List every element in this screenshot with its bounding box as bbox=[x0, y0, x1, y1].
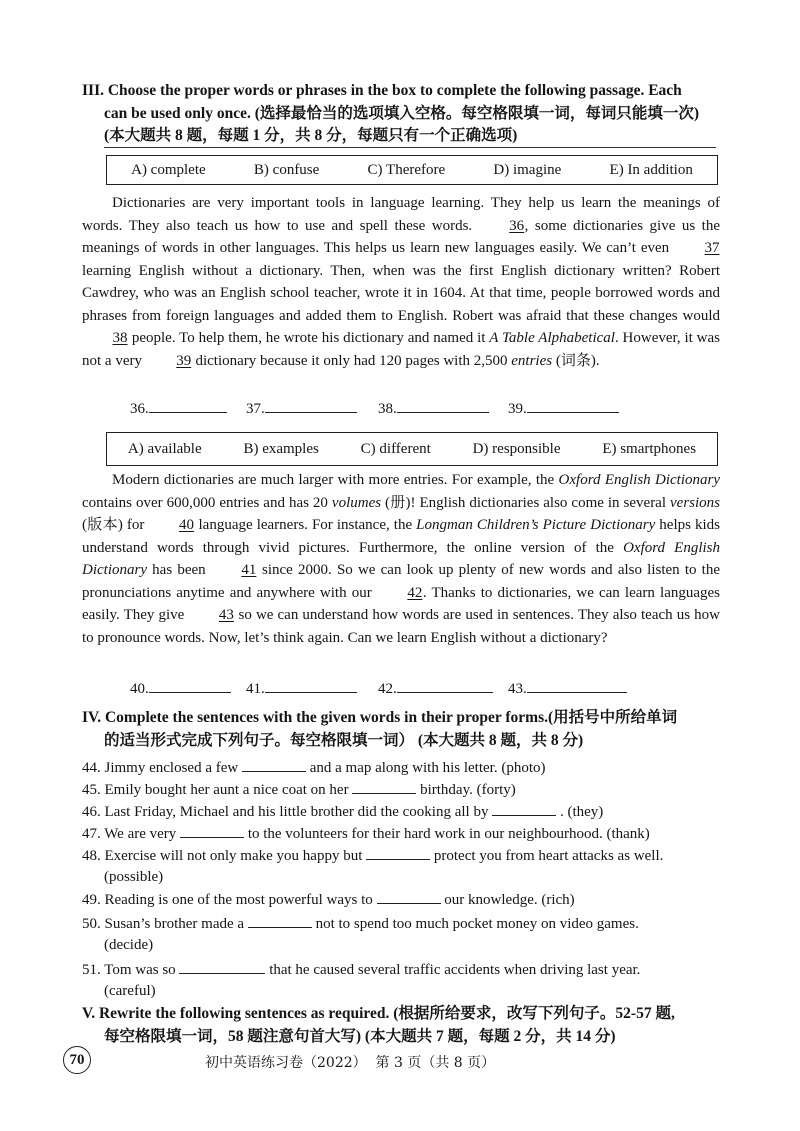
answer-blank-49[interactable] bbox=[377, 888, 441, 904]
passage-text: so we can understand how words are used in sentences. They also teach us how to pronounce words. Now, let’s think again. Can we learn English without a dictionary? bbox=[82, 607, 720, 646]
answer-blank-47[interactable] bbox=[180, 822, 244, 838]
word-box-1-option: D) imagine bbox=[493, 161, 562, 178]
book-title: Oxford English Dictionary bbox=[558, 472, 720, 488]
question-49 bbox=[82, 888, 722, 912]
passage-text: (词条). bbox=[552, 352, 600, 369]
question-hint: (careful) bbox=[104, 983, 156, 999]
question-text: 49. Reading is one of the most powerful ways to bbox=[82, 892, 377, 908]
answer-blank-46[interactable] bbox=[492, 800, 556, 816]
passage-text: dictionary because it only had 120 pages with 2,500 bbox=[191, 352, 512, 369]
passage-paragraph-2 bbox=[82, 469, 720, 649]
italic-term: versions bbox=[670, 494, 720, 511]
answer-label-37: 37. bbox=[246, 401, 265, 417]
book-title: Longman Children’s Picture Dictionary bbox=[416, 517, 656, 533]
answer-label-40: 40. bbox=[130, 681, 149, 697]
question-51-hint bbox=[82, 980, 722, 1002]
passage-text: , some dictionaries give us the meanings of words in other languages. This helps us learn new languages easily. We can’t even bbox=[82, 217, 720, 256]
passage-text: (版本) for bbox=[82, 517, 149, 533]
blank-40: 40 bbox=[178, 517, 194, 533]
answer-blank-51[interactable] bbox=[179, 958, 265, 974]
answer-blank-38[interactable] bbox=[397, 397, 489, 413]
answer-blank-50[interactable] bbox=[248, 912, 312, 928]
question-text: 45. Emily bought her aunt a nice coat on her bbox=[82, 782, 353, 798]
question-text: 51. Tom was so bbox=[82, 962, 180, 978]
passage-text: Modern dictionaries are much larger with more entries. For example, the bbox=[112, 472, 559, 488]
answer-label-43: 43. bbox=[508, 681, 527, 697]
question-text: 46. Last Friday, Michael and his little brother did the cooking all by bbox=[82, 804, 493, 820]
italic-term: entries bbox=[511, 352, 553, 369]
book-title: Oxford English Dictionary bbox=[82, 539, 720, 578]
word-box-2-option: E) smartphones bbox=[602, 440, 697, 457]
italic-term: volumes bbox=[331, 494, 382, 511]
passage-text: contains over 600,000 entries and has 20 bbox=[82, 494, 332, 511]
question-44 bbox=[82, 756, 722, 778]
passage-text: people. To help them, he wrote his dictionary and named it bbox=[128, 330, 490, 346]
answer-row-1 bbox=[130, 397, 638, 421]
answer-blank-41[interactable] bbox=[265, 677, 357, 693]
blank-42: 42 bbox=[407, 584, 423, 601]
blank-41: 41 bbox=[241, 562, 257, 578]
answer-label-39: 39. bbox=[508, 401, 527, 417]
blank-37: 37 bbox=[704, 240, 720, 256]
question-50-hint bbox=[82, 934, 722, 958]
answer-blank-42[interactable] bbox=[397, 677, 493, 693]
question-48 bbox=[82, 844, 722, 866]
section4-heading bbox=[82, 707, 732, 752]
section5-heading-line2: 每空格限填一词，58 题注意句首大写) (本大题共 7 题，每题 2 分，共 14 分) bbox=[104, 1027, 616, 1045]
question-text: . (they) bbox=[556, 804, 604, 820]
passage-text: Dictionaries are very important tools in language learning. They help us learn the meanings of words. They also teach us how to use and spell these words. bbox=[82, 195, 720, 234]
question-45 bbox=[82, 778, 722, 800]
blank-36: 36 bbox=[509, 217, 525, 234]
question-46 bbox=[82, 800, 722, 822]
page-footer: 初中英语练习卷（2022） 第 3 页（共 8 页） bbox=[205, 1055, 496, 1071]
section4-heading-line2: 的适当形式完成下列句子。每空格限填一词） (本大题共 8 题，共 8 分) bbox=[104, 731, 584, 749]
answer-label-41: 41. bbox=[246, 681, 265, 697]
blank-43: 43 bbox=[218, 607, 234, 623]
passage-text: . However, it was not a very bbox=[82, 330, 721, 369]
passage-text: helps kids understand words through vivid pictures. Furthermore, the online version of the bbox=[82, 517, 721, 556]
word-box-2-option: B) examples bbox=[243, 440, 319, 457]
section3-heading-line3: (本大题共 8 题，每题 1 分，共 8 分，每题只有一个正确选项) bbox=[104, 127, 518, 144]
question-text: and a map along with his letter. (photo) bbox=[305, 760, 546, 776]
section4-heading-line1: IV. Complete the sentences with the given words in their proper forms.(用括号中所给单词 bbox=[82, 709, 678, 726]
blank-39: 39 bbox=[176, 352, 192, 369]
section5-heading bbox=[82, 1003, 732, 1048]
answer-blank-43[interactable] bbox=[527, 677, 627, 693]
section4-questions bbox=[82, 756, 722, 1002]
question-51 bbox=[82, 958, 722, 980]
section3-heading-line2: can be used only once. (选择最恰当的选项填入空格。每空格限填一词，每词只能填一次) bbox=[104, 104, 700, 122]
passage-text: (册)! English dictionaries also come in several bbox=[381, 494, 670, 511]
passage-text: . Thanks to dictionaries, we can learn languages easily. They give bbox=[82, 584, 721, 623]
question-text: not to spend too much pocket money on video games. bbox=[311, 916, 639, 932]
word-box-1-option: B) confuse bbox=[253, 161, 320, 178]
passage-text: since 2000. So we can look up plenty of new words and also listen to the pronunciations anytime and anywhere with our bbox=[82, 562, 720, 601]
page-badge-number: 70 bbox=[69, 1051, 85, 1068]
word-box-2 bbox=[106, 432, 718, 466]
word-box-1-option: A) complete bbox=[131, 161, 206, 178]
passage-text: learning English without a dictionary. Then, when was the first English dictionary written? Robert Cawdrey, who was an English school teacher, wrote it in 1604. At that time, people borrowed words and phrases from foreign languages and added them to English. Robert was afraid that these changes would bbox=[82, 262, 720, 324]
passage-text: has been bbox=[147, 562, 211, 578]
question-text: 50. Susan’s brother made a bbox=[82, 916, 248, 932]
answer-blank-44[interactable] bbox=[242, 756, 306, 772]
question-text: our knowledge. (rich) bbox=[440, 892, 575, 908]
word-box-1-option: C) Therefore bbox=[367, 161, 446, 178]
passage-paragraph-1 bbox=[82, 192, 720, 372]
question-50 bbox=[82, 912, 722, 934]
blank-38: 38 bbox=[112, 330, 128, 346]
answer-blank-40[interactable] bbox=[149, 677, 231, 693]
word-box-2-option: A) available bbox=[127, 440, 202, 457]
word-box-2-option: C) different bbox=[360, 440, 431, 457]
question-48-hint bbox=[82, 866, 722, 888]
word-box-1 bbox=[106, 155, 718, 185]
answer-label-38: 38. bbox=[378, 401, 397, 417]
question-text: that he caused several traffic accidents when driving last year. bbox=[265, 962, 641, 978]
answer-blank-45[interactable] bbox=[352, 778, 416, 794]
answer-label-36: 36. bbox=[130, 401, 149, 417]
answer-blank-39[interactable] bbox=[527, 397, 619, 413]
word-box-1-option: E) In addition bbox=[609, 161, 693, 178]
section5-heading-line1: V. Rewrite the following sentences as required. (根据所给要求，改写下列句子。52-57 题, bbox=[82, 1005, 675, 1022]
question-text: 48. Exercise will not only make you happy but bbox=[82, 848, 367, 864]
word-box-2-option: D) responsible bbox=[472, 440, 561, 457]
question-text: to the volunteers for their hard work in our neighbourhood. (thank) bbox=[244, 826, 650, 842]
question-text: protect you from heart attacks as well. bbox=[430, 848, 664, 864]
answer-blank-37[interactable] bbox=[265, 397, 357, 413]
question-text: birthday. (forty) bbox=[416, 782, 516, 798]
section3-heading-line1: III. Choose the proper words or phrases in the box to complete the following passage. Each bbox=[82, 82, 682, 99]
answer-row-2 bbox=[130, 677, 638, 701]
question-47 bbox=[82, 822, 722, 844]
answer-blank-48[interactable] bbox=[366, 844, 430, 860]
question-text: 47. We are very bbox=[82, 826, 181, 842]
page-badge bbox=[63, 1046, 91, 1074]
section3-heading bbox=[82, 80, 732, 148]
passage-text: language learners. For instance, the bbox=[194, 517, 417, 533]
book-title: A Table Alphabetical bbox=[489, 330, 615, 346]
question-hint: (possible) bbox=[104, 869, 164, 885]
question-hint: (decide) bbox=[104, 937, 154, 953]
question-text: 44. Jimmy enclosed a few bbox=[82, 760, 242, 776]
answer-label-42: 42. bbox=[378, 681, 397, 697]
answer-blank-36[interactable] bbox=[149, 397, 227, 413]
section3-rule bbox=[104, 147, 716, 148]
